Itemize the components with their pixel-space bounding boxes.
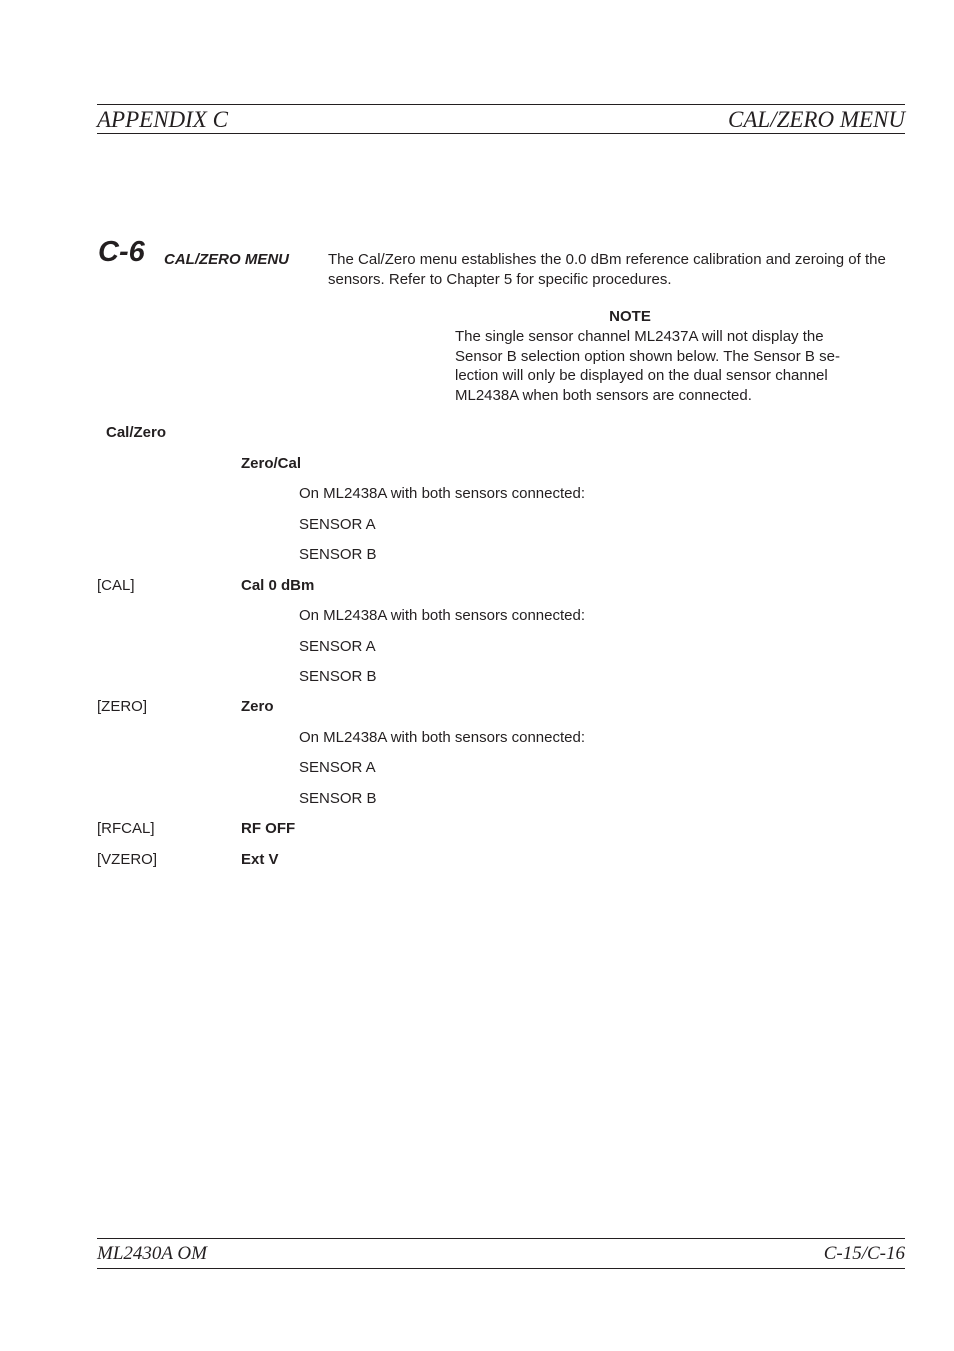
header-section-title: CAL/ZERO MENU [728, 107, 905, 132]
section-intro: The Cal/Zero menu establishes the 0.0 dBm reference calibration and zeroing of the sensors. Refer to Chapter 5 for specific procedures. [328, 251, 886, 288]
zero-cal-sensor-a: SENSOR A [299, 516, 376, 533]
note-heading: NOTE [609, 308, 651, 325]
key-vzero: [VZERO] [97, 851, 158, 868]
footer-page-number: C-15/C-16 [823, 1243, 905, 1264]
key-cal: [CAL] [97, 577, 135, 594]
menu-item-zero: Zero [241, 698, 274, 715]
menu-item-zero-cal: Zero/Cal [241, 455, 302, 472]
cal-condition: On ML2438A with both sensors connected: [299, 607, 586, 624]
menu-root: Cal/Zero [106, 424, 167, 441]
key-zero: [ZERO] [97, 698, 148, 715]
zero-sensor-a: SENSOR A [299, 759, 376, 776]
note-body: The single sensor channel ML2437A will not display the Sensor B selection option shown below. The Sensor B se-lection will only be displayed on the dual sensor channel ML2438A when both sensors are connected. [455, 328, 840, 404]
cal-sensor-b: SENSOR B [299, 668, 377, 685]
page-header [97, 104, 905, 134]
key-rfcal: [RFCAL] [97, 820, 155, 837]
menu-item-cal: Cal 0 dBm [241, 577, 315, 594]
section-number: C-6 [98, 236, 145, 268]
zero-cal-condition: On ML2438A with both sensors connected: [299, 485, 586, 502]
page-footer [97, 1238, 905, 1269]
menu-item-rf-off: RF OFF [241, 820, 296, 837]
header-appendix: APPENDIX C [97, 107, 228, 132]
zero-condition: On ML2438A with both sensors connected: [299, 729, 586, 746]
footer-manual-name: ML2430A OM [97, 1243, 207, 1264]
section-title: CAL/ZERO MENU [164, 251, 289, 268]
zero-cal-sensor-b: SENSOR B [299, 546, 377, 563]
menu-item-ext-v: Ext V [241, 851, 279, 868]
zero-sensor-b: SENSOR B [299, 790, 377, 807]
cal-sensor-a: SENSOR A [299, 638, 376, 655]
